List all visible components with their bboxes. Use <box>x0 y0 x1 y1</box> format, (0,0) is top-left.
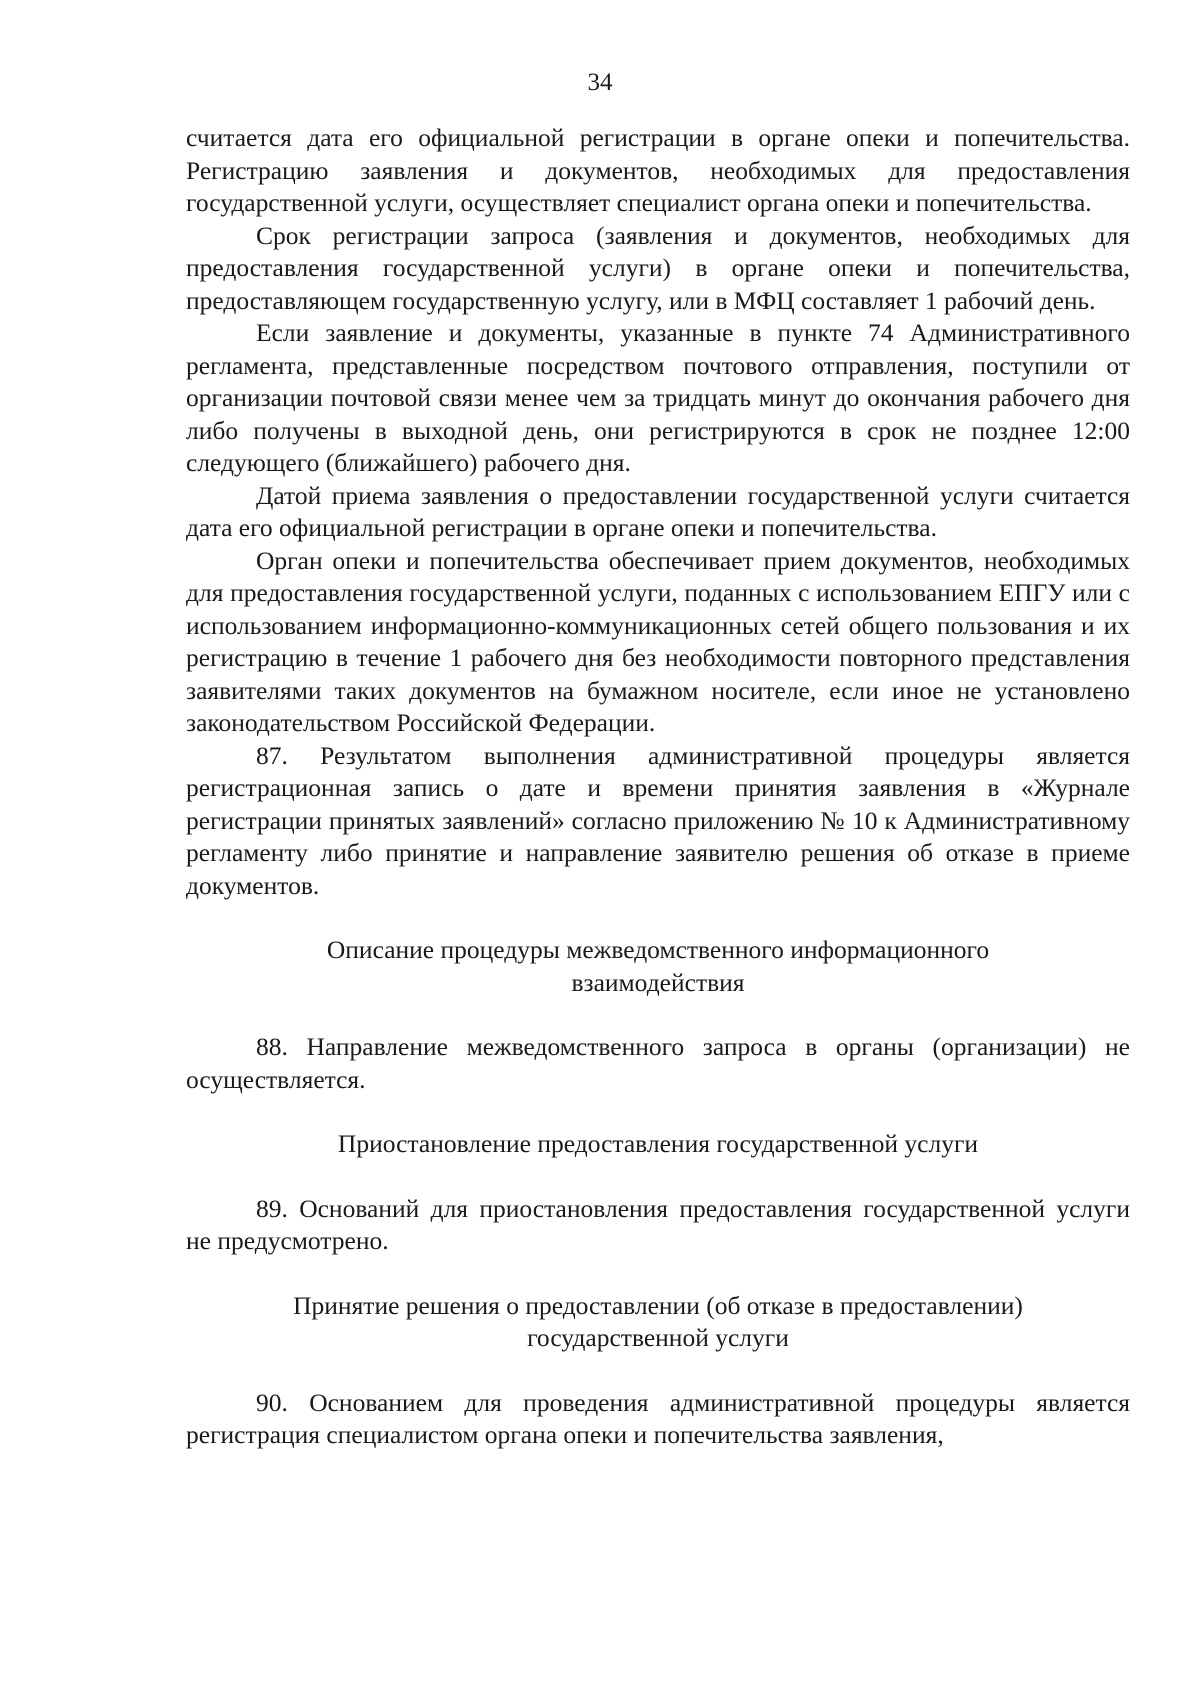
paragraph-89: 89. Оснований для приостановления предоставления государственной услуги не предусмотрено. <box>186 1193 1130 1255</box>
paragraph-90: 90. Основанием для проведения административной процедуры является регистрация специалистом органа опеки и попечительства заявления, <box>186 1387 1130 1449</box>
paragraph-registration-term: Срок регистрации запроса (заявления и документов, необходимых для предоставления государственной услуги) в органе опеки и попечительства, предоставляющем государственную услугу, или в МФЦ составляет 1 рабочий день. <box>186 220 1130 315</box>
page-number: 34 <box>587 69 613 96</box>
paragraph-87: 87. Результатом выполнения административной процедуры является регистрационная запись о дате и времени принятия заявления в «Журнале регистрации принятых заявлений» согласно приложению № 10 к Административному регламенту либо принятие и направление заявителю решения об отказе в приеме документов. <box>186 740 1130 900</box>
paragraph-postal-submission: Если заявление и документы, указанные в пункте 74 Административного регламента, представленные посредством почтового отправления, поступили от организации почтовой связи менее чем за тридцать минут до окончания рабочего дня либо получены в выходной день, они регистрируются в срок не позднее 12:00 следующего (ближайшего) рабочего дня. <box>186 318 1130 477</box>
paragraph-electronic-submission: Орган опеки и попечительства обеспечивает прием документов, необходимых для предоставления государственной услуги, поданных с использованием ЕПГУ или с использованием информационно-коммуникационных сетей общего пользования и их регистрацию в течение 1 рабочего дня без необходимости повторного представления заявителями таких документов на бумажном носителе, если иное не установлено законодательством Российской Федерации. <box>186 545 1130 737</box>
paragraph-88: 88. Направление межведомственного запроса в органы (организации) не осуществляется. <box>186 1032 1130 1094</box>
heading-suspension: Приостановление предоставления государственной услуги <box>337 1129 979 1158</box>
heading-decision: Принятие решения о предоставлении (об отказе в предоставлении) государственной услуги <box>293 1290 1023 1352</box>
document-body <box>186 122 1130 1452</box>
heading-interagency-interaction: Описание процедуры межведомственного информационного взаимодействия <box>326 935 990 997</box>
paragraph-acceptance-date: Датой приема заявления о предоставлении государственной услуги считается дата его официальной регистрации в органе опеки и попечительства. <box>186 480 1130 542</box>
paragraph-registration-date: считается дата его официальной регистрации в органе опеки и попечительства. Регистрацию заявления и документов, необходимых для предоставления государственной услуги, осуществляет специалист органа опеки и попечительства. <box>186 123 1130 217</box>
